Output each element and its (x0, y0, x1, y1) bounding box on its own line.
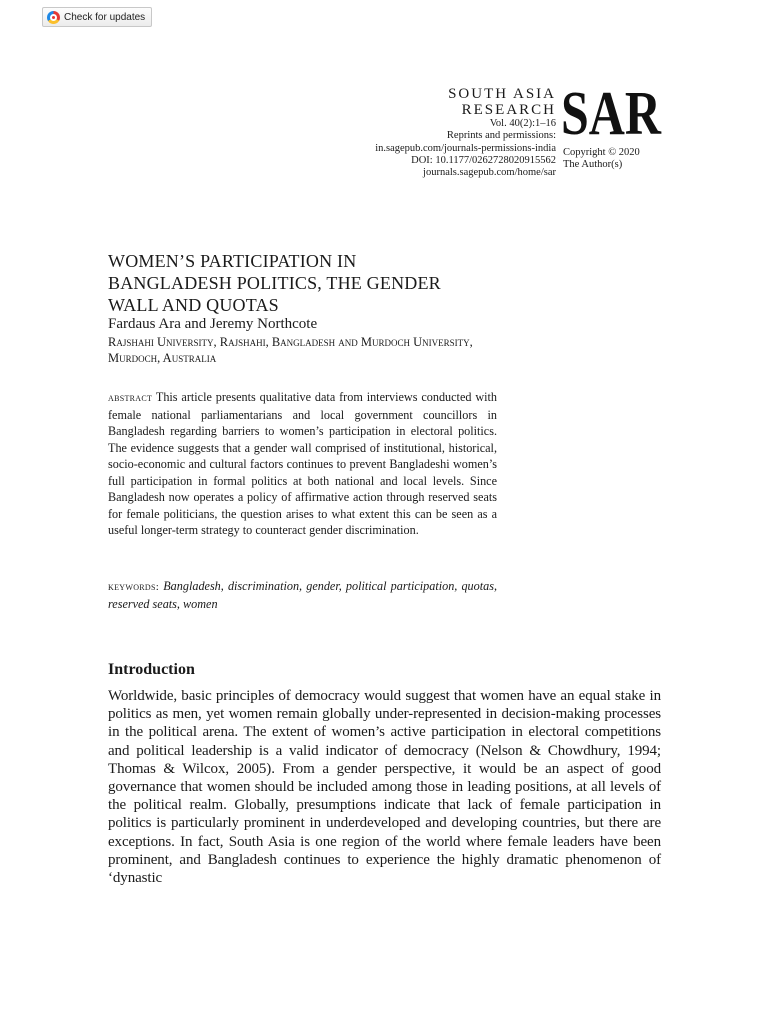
article-authors: Fardaus Ara and Jeremy Northcote (108, 316, 318, 332)
introduction-heading: Introduction (108, 661, 195, 678)
copyright-line2: The Author(s) (563, 159, 623, 171)
journal-homepage-link[interactable]: journals.sagepub.com/home/sar (423, 167, 556, 179)
check-for-updates-label: Check for updates (64, 11, 146, 23)
check-for-updates-icon (47, 11, 60, 24)
journal-volume: Vol. 40(2):1–16 (489, 118, 556, 129)
article-title (108, 250, 528, 316)
affiliation-line2: Murdoch, Australia (108, 351, 217, 365)
journal-reprints: Reprints and permissions: (446, 130, 556, 142)
journal-name-line2: RESEARCH (461, 102, 556, 118)
article-title-line1: WOMEN’S PARTICIPATION IN (108, 251, 357, 271)
sar-logo-text: SAR (561, 80, 662, 148)
sar-logo (561, 80, 662, 148)
journal-name-line1: SOUTH ASIA (448, 86, 556, 102)
abstract-label: abstract (108, 392, 153, 404)
copyright-line1: Copyright © 2020 (563, 147, 640, 158)
introduction-text: Worldwide, basic principles of democracy would suggest that women have an equal stake in politics as men, yet women remain globally under-represented in decision-making processes in the political arena. The extent of women’s active participation in electoral competitions and political leadership is a valid indicator of democracy (Nelson & Chowdhury, 1994; Thomas & Wilcox, 2005). From a gender perspective, it would be an aspect of good governance that women should be included among those in leading positions, at all levels of the political realm. Globally, presumptions indicate that lack of female participation in politics is particularly prominent in underdeveloped and developing countries, but there are exceptions. In fact, South Asia is one region of the world where female leaders have been prominent, and Bangladesh continues to experience the highly dramatic phenomenon of ‘dynastic (108, 688, 661, 887)
keywords-label: keywords: (108, 581, 160, 593)
journal-permissions-link[interactable]: in.sagepub.com/journals-permissions-india (375, 142, 556, 154)
keywords (108, 578, 497, 612)
journal-doi[interactable]: DOI: 10.1177/0262728020915562 (411, 154, 556, 166)
article-title-line3: WALL AND QUOTAS (108, 295, 279, 315)
affiliation-line1: Rajshahi University, Rajshahi, Bangladesh and Murdoch University, (108, 335, 473, 349)
journal-info (375, 86, 556, 179)
keywords-list: Bangladesh, discrimination, gender, political participation, quotas, reserved seats, women (108, 579, 498, 611)
article-title-line2: BANGLADESH POLITICS, THE GENDER (108, 273, 441, 293)
author-affiliation (108, 334, 568, 366)
check-for-updates-button[interactable] (42, 7, 152, 27)
abstract-text: This article presents qualitative data from interviews conducted with female national parliamentarians and local government councillors in Bangladesh regarding barriers to women’s participation in electoral politics. The evidence suggests that a gender wall comprised of institutional, historical, socio-economic and cultural factors continues to prevent Bangladeshi women’s full participation in formal politics at both national and local levels. Since Bangladesh now operates a policy of affirmative action through reserved seats for female politicians, the question arises to what extent this can be seen as a useful longer-term strategy to counteract gender discrimination. (108, 390, 498, 537)
copyright (563, 147, 640, 172)
abstract (108, 389, 497, 539)
